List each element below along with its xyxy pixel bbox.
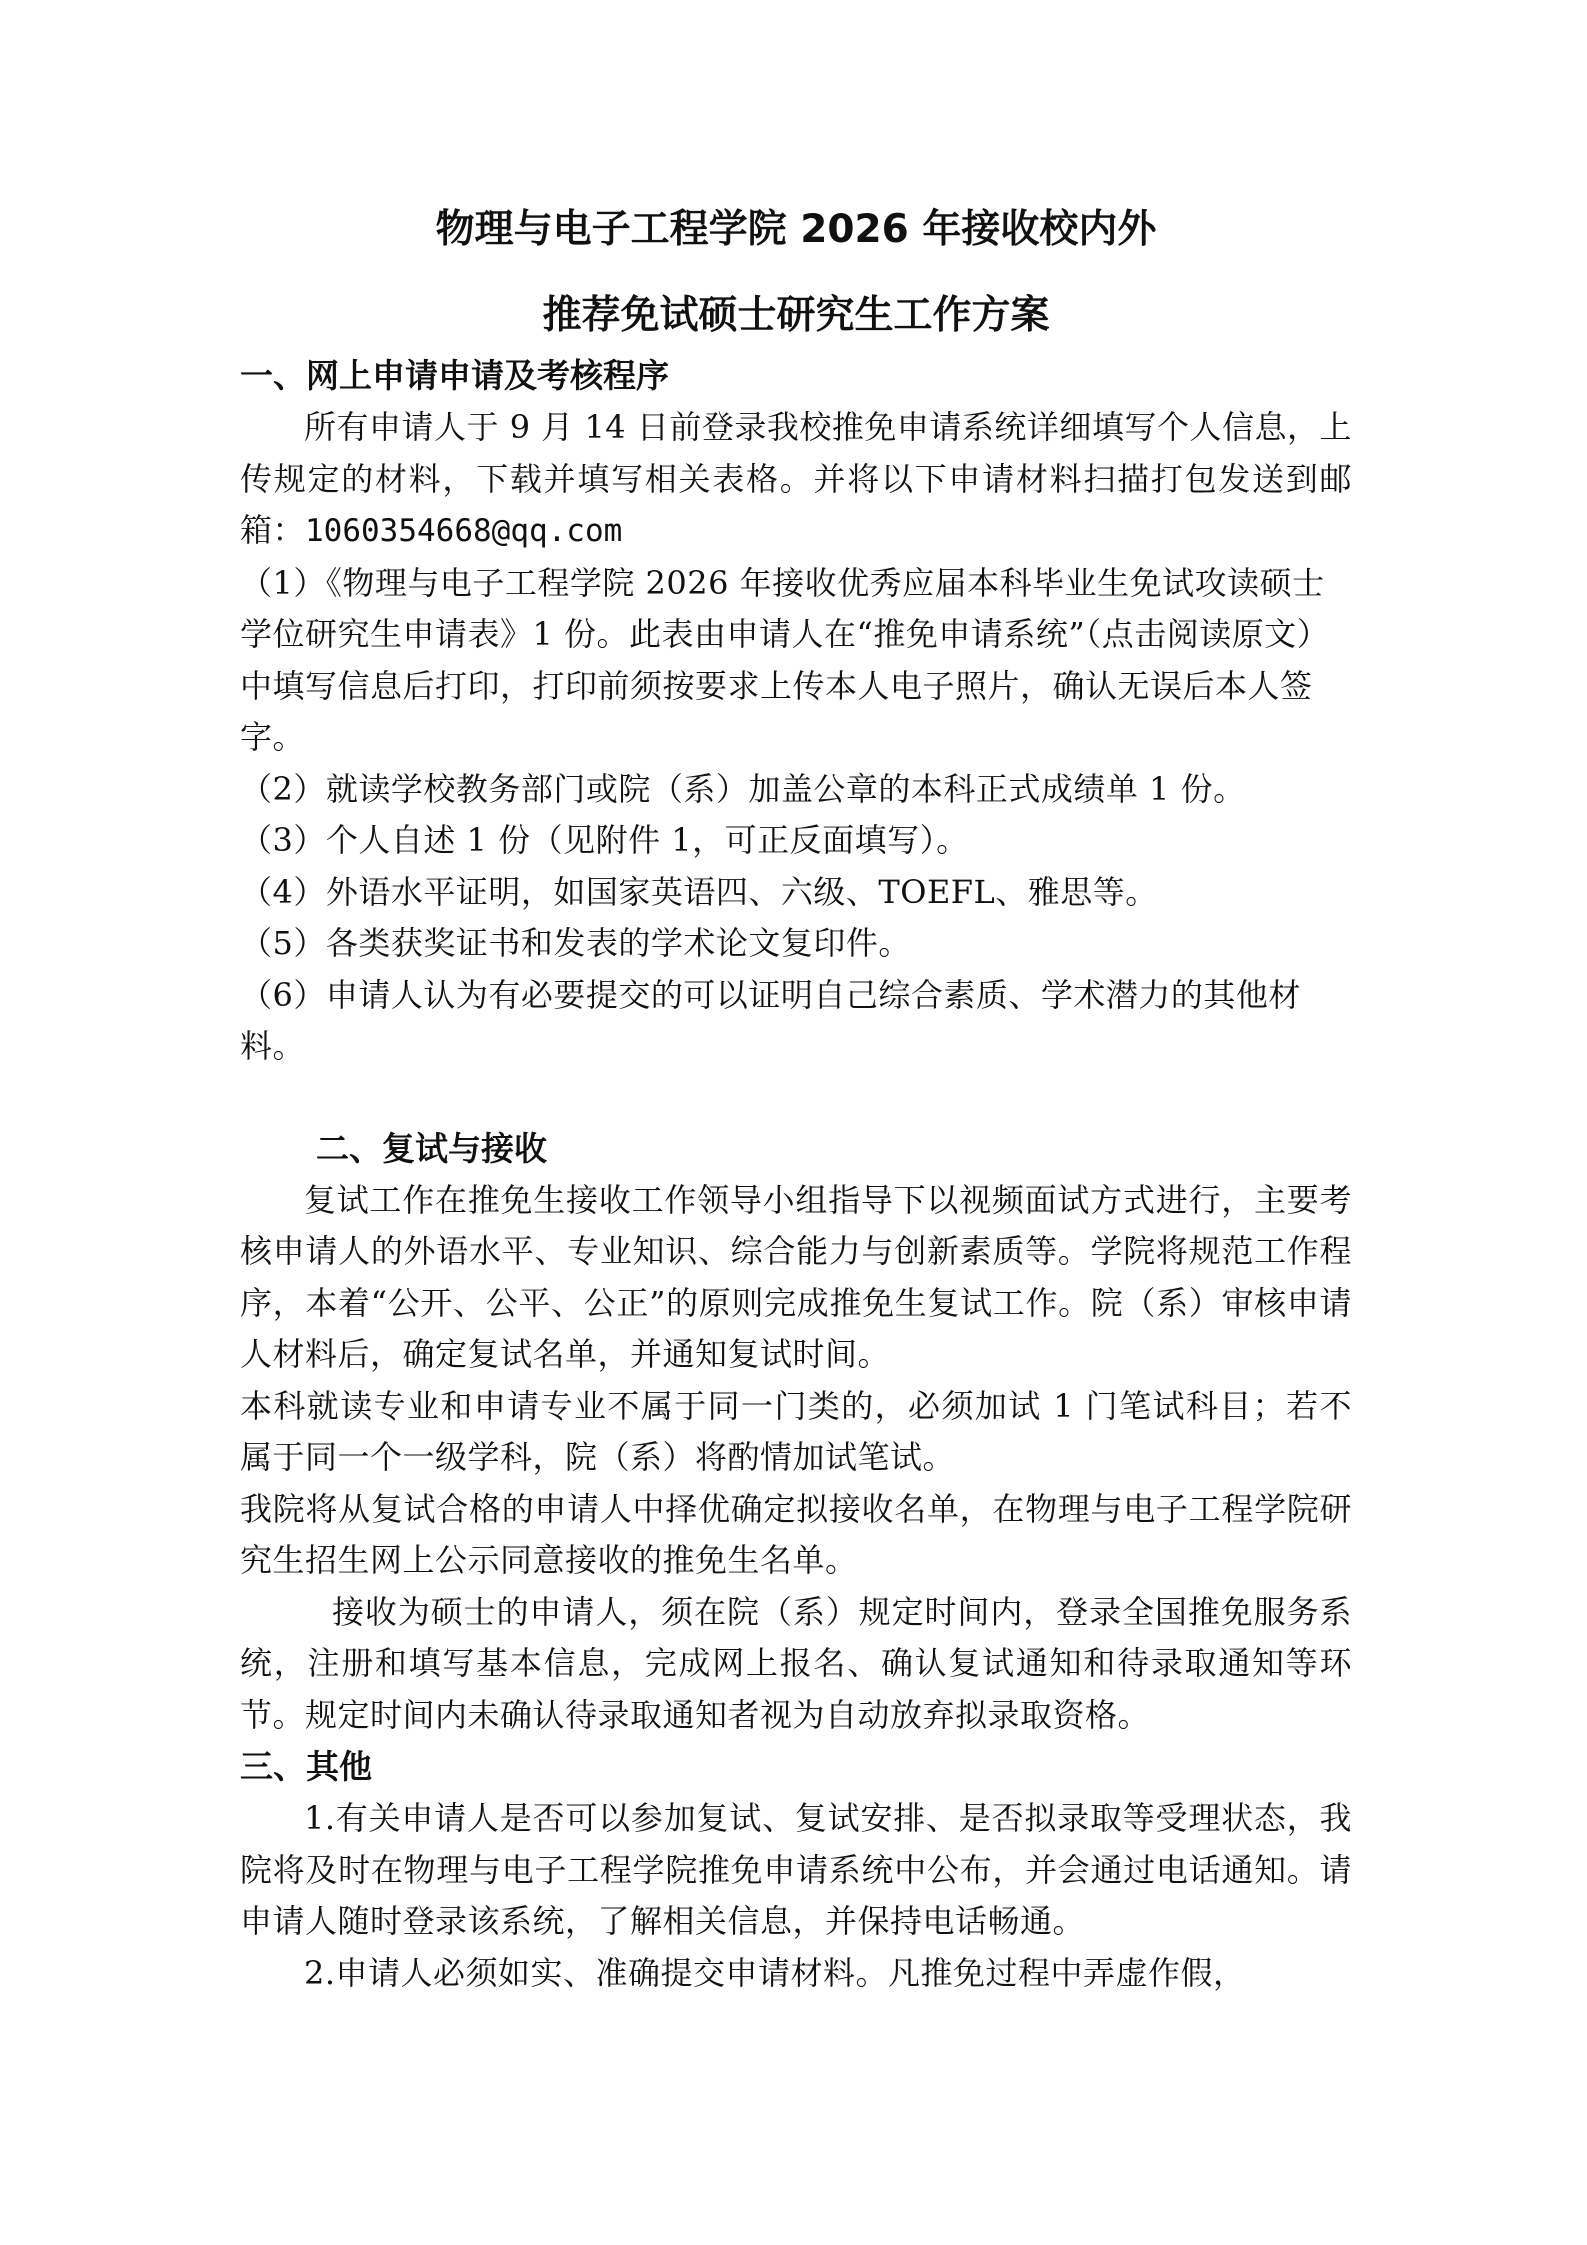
material-item-4: （4）外语水平证明，如国家英语四、六级、TOEFL、雅思等。	[240, 872, 1158, 911]
section-1-intro	[240, 402, 1352, 558]
material-item-3: （3）个人自述 1 份（见附件 1，可正反面填写）。	[240, 821, 969, 859]
email-address: 1060354668@qq.com	[305, 513, 623, 549]
material-item-1: （1）《物理与电子工程学院 2026 年接收优秀应届本科毕业生免试攻读硕士学位研究生申请表》1 份。此表由申请人在“推免申请系统”（点击阅读原文）中填写信息后打印，打印前须按要求上传本人电子照片，确认无误后本人签字。	[240, 563, 1330, 756]
section-1-intro-text: 所有申请人于 9 月 14 日前登录我校推免申请系统详细填写个人信息，上传规定的材料，下载并填写相关表格。并将以下申请材料扫描打包发送到邮箱：	[240, 408, 1352, 549]
document-title-line-2: 推荐免试硕士研究生工作方案	[542, 293, 1050, 338]
material-item-5: （5）各类获奖证书和发表的学术论文复印件。	[240, 924, 911, 962]
section-spacer	[240, 1073, 1352, 1123]
section-3-paragraph-1: 1.有关申请人是否可以参加复试、复试安排、是否拟录取等受理状态，我院将及时在物理与电子工程学院推免申请系统中公布，并会通过电话通知。请申请人随时登录该系统，了解相关信息，并保持电话畅通。	[240, 1799, 1352, 1940]
section-2-paragraph-3: 我院将从复试合格的申请人中择优确定拟接收名单，在物理与电子工程学院研究生招生网上公示同意接收的推免生名单。	[240, 1489, 1352, 1579]
section-3-heading: 三、其他	[240, 1747, 372, 1786]
section-2-paragraph-4: 接收为硕士的申请人，须在院（系）规定时间内，登录全国推免服务系统，注册和填写基本信息，完成网上报名、确认复试通知和待录取通知等环节。规定时间内未确认待录取通知者视为自动放弃拟录取资格。	[240, 1592, 1352, 1734]
material-item-2: （2）就读学校教务部门或院（系）加盖公章的本科正式成绩单 1 份。	[240, 769, 1246, 808]
document-title-line-1: 物理与电子工程学院 2026 年接收校内外	[435, 207, 1157, 252]
section-2-heading: 二、复试与接收	[316, 1128, 547, 1168]
document-page	[240, 200, 1352, 1999]
section-2-paragraph-2: 本科就读专业和申请专业不属于同一门类的，必须加试 1 门笔试科目；若不属于同一个一级学科，院（系）将酌情加试笔试。	[240, 1386, 1352, 1476]
section-1-heading: 一、网上申请申请及考核程序	[240, 356, 669, 395]
material-item-6: （6）申请人认为有必要提交的可以证明自己综合素质、学术潜力的其他材料。	[240, 975, 1301, 1065]
section-3-paragraph-2: 2.申请人必须如实、准确提交申请材料。凡推免过程中弄虚作假，	[304, 1953, 1246, 1992]
section-2-paragraph-1: 复试工作在推免生接收工作领导小组指导下以视频面试方式进行，主要考核申请人的外语水平、专业知识、综合能力与创新素质等。学院将规范工作程序，本着“公开、公平、公正”的原则完成推免生复试工作。院（系）审核申请人材料后，确定复试名单，并通知复试时间。	[240, 1180, 1352, 1373]
